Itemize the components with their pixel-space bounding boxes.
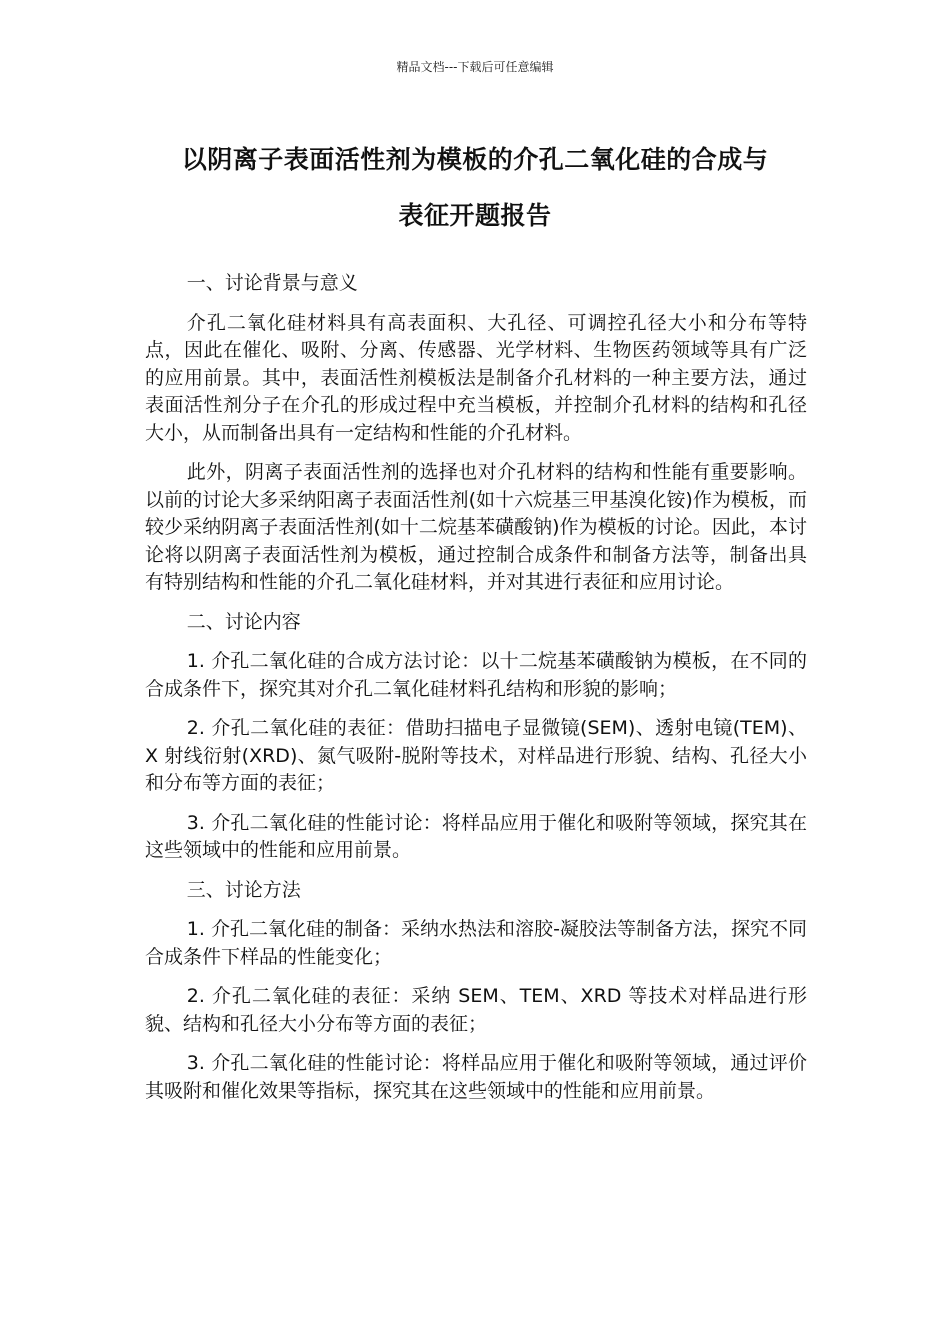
content-item-1: 1. 介孔二氧化硅的合成方法讨论：以十二烷基苯磺酸钠为模板，在不同的合成条件下，探究其对介孔二氧化硅材料孔结构和形貌的影响；	[145, 650, 807, 700]
method-item-1: 1. 介孔二氧化硅的制备：采纳水热法和溶胶-凝胶法等制备方法，探究不同合成条件下样品的性能变化；	[145, 918, 807, 968]
document-body	[145, 270, 807, 1117]
section-heading-method: 三、讨论方法	[186, 878, 301, 901]
content-item-2: 2. 介孔二氧化硅的表征：借助扫描电子显微镜(SEM)、透射电镜(TEM)、X 射线衍射(XRD)、氮气吸附-脱附等技术，对样品进行形貌、结构、孔径大小和分布等方面的表征；	[145, 717, 807, 794]
title-line-1: 以阴离子表面活性剂为模板的介孔二氧化硅的合成与	[181, 145, 769, 174]
paragraph-background-2: 此外，阴离子表面活性剂的选择也对介孔材料的结构和性能有重要影响。以前的讨论大多采纳阳离子表面活性剂(如十六烷基三甲基溴化铵)作为模板，而较少采纳阴离子表面活性剂(如十二烷基苯磺酸钠)作为模板的讨论。因此，本讨论将以阴离子表面活性剂为模板，通过控制合成条件和制备方法等，制备出具有特别结构和性能的介孔二氧化硅材料，并对其进行表征和应用讨论。	[145, 461, 807, 593]
section-heading-background: 一、讨论背景与意义	[186, 272, 358, 294]
content-item-3: 3. 介孔二氧化硅的性能讨论：将样品应用于催化和吸附等领域，探究其在这些领域中的性能和应用前景。	[145, 811, 807, 861]
method-item-3: 3. 介孔二氧化硅的性能讨论：将样品应用于催化和吸附等领域，通过评价其吸附和催化效果等指标，探究其在这些领域中的性能和应用前景。	[145, 1052, 807, 1102]
section-heading-content: 二、讨论内容	[186, 610, 301, 633]
document-title	[130, 132, 820, 244]
title-line-2: 表征开题报告	[398, 201, 552, 230]
paragraph-background-1: 介孔二氧化硅材料具有高表面积、大孔径、可调控孔径大小和分布等特点，因此在催化、吸附、分离、传感器、光学材料、生物医药领域等具有广泛的应用前景。其中，表面活性剂模板法是制备介孔材料的一种主要方法，通过表面活性剂分子在介孔的形成过程中充当模板，并控制介孔材料的结构和孔径大小，从而制备出具有一定结构和性能的介孔材料。	[145, 311, 807, 444]
header-note: 精品文档---下载后可任意编辑	[396, 60, 554, 74]
method-item-2: 2. 介孔二氧化硅的表征：采纳 SEM、TEM、XRD 等技术对样品进行形貌、结构和孔径大小分布等方面的表征；	[145, 985, 807, 1035]
